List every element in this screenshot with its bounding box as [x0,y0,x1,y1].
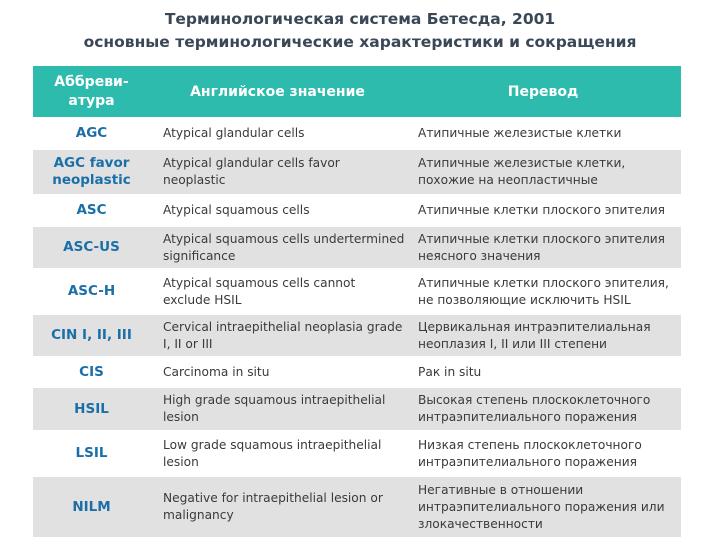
english-cell: Atypical squamous cells [150,195,405,226]
english-cell: Atypical squamous cells undertermined significance [150,226,405,269]
table-row [33,314,681,357]
table-row [33,357,681,387]
english-cell: Carcinoma in situ [150,357,405,387]
english-cell: High grade squamous intraepithelial lesion [150,387,405,431]
header-abbreviation [33,66,150,118]
abbreviation-cell: ASC-US [33,226,150,269]
table-row [33,476,681,537]
abbreviation-cell: LSIL [33,431,150,476]
table-row [33,195,681,226]
russian-cell: Атипичные железистые клетки [405,118,681,149]
russian-cell: Атипичные клетки плоского эпителия [405,195,681,226]
header-abbreviation-line2: атура [68,92,115,109]
english-cell: Low grade squamous intraepithelial lesion [150,431,405,476]
table-row [33,431,681,476]
table-row [33,118,681,149]
english-cell: Negative for intraepithelial lesion or malignancy [150,476,405,537]
english-cell: Atypical glandular cells favor neoplastic [150,149,405,195]
russian-cell: Рак in situ [405,357,681,387]
russian-cell: Атипичные клетки плоского эпителия, не позволяющие исключить HSIL [405,269,681,314]
russian-cell: Негативные в отношении интраэпителиального поражения или злокачественности [405,476,681,537]
russian-cell: Атипичные клетки плоского эпителия неясного значения [405,226,681,269]
header-english: Английское значение [150,66,405,118]
abbreviation-cell: CIS [33,357,150,387]
abbreviation-cell: NILM [33,476,150,537]
table-row [33,269,681,314]
english-cell: Atypical glandular cells [150,118,405,149]
abbreviation-cell: AGC [33,118,150,149]
russian-cell: Атипичные железистые клетки, похожие на неопластичные [405,149,681,195]
abbreviation-cell: CIN I, II, III [33,314,150,357]
table-row [33,387,681,431]
abbreviation-cell: AGC favor neoplastic [33,149,150,195]
english-cell: Atypical squamous cells cannot exclude HSIL [150,269,405,314]
header-abbreviation-line1: Аббреви- [54,73,129,90]
russian-cell: Низкая степень плоскоклеточного интраэпителиального поражения [405,431,681,476]
page-subtitle: основные терминологические характеристики и сокращения [83,33,637,51]
table-row [33,149,681,195]
abbreviation-cell: ASC-H [33,269,150,314]
table-header-row [33,66,681,118]
terminology-table [33,66,681,537]
abbreviation-cell: ASC [33,195,150,226]
russian-cell: Цервикальная интраэпителиальная неоплазия I, II или III степени [405,314,681,357]
russian-cell: Высокая степень плоскоклеточного интраэпителиального поражения [405,387,681,431]
abbreviation-cell: HSIL [33,387,150,431]
header-russian: Перевод [405,66,681,118]
page-title: Терминологическая система Бетесда, 2001 [164,10,556,28]
english-cell: Cervical intraepithelial neoplasia grade I, II or III [150,314,405,357]
table-row [33,226,681,269]
